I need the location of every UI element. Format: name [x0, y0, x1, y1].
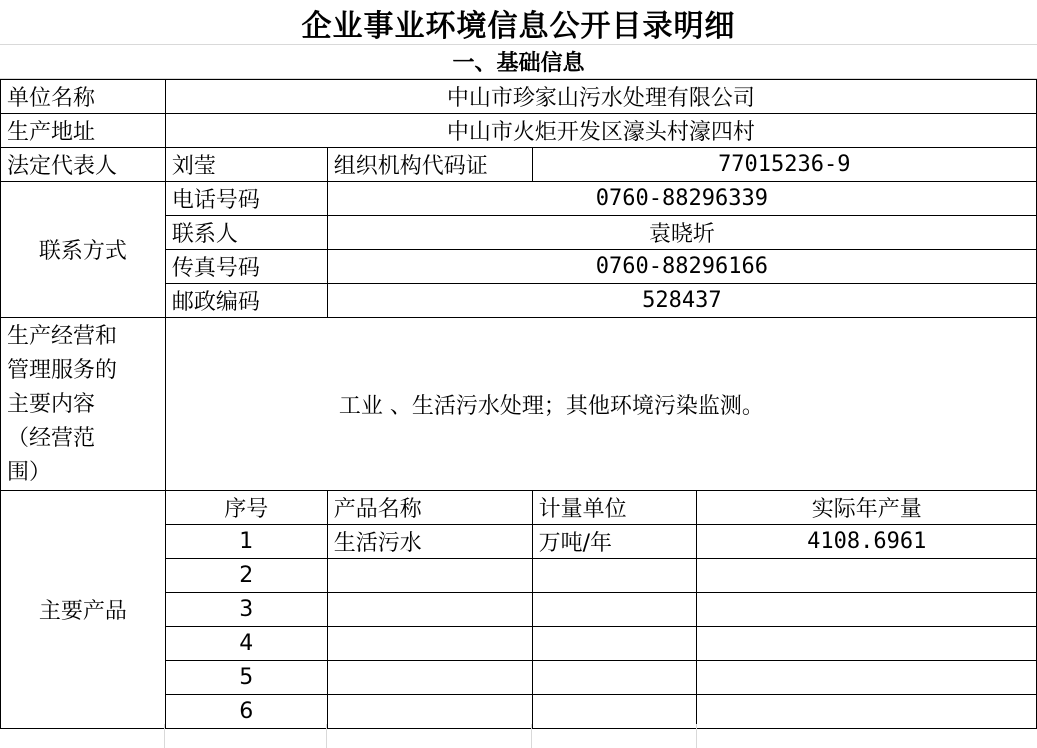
contact-label[interactable]: 联系方式: [1, 182, 166, 318]
postcode-value[interactable]: 528437: [327, 284, 1036, 318]
product-name[interactable]: [327, 559, 532, 593]
product-unit[interactable]: [532, 661, 697, 695]
products-header-unit[interactable]: 计量单位: [532, 491, 697, 525]
business-label-line: 生产经营和: [7, 324, 118, 349]
gridline: [531, 724, 532, 748]
address-label[interactable]: 生产地址: [1, 114, 166, 148]
product-unit[interactable]: [532, 559, 697, 593]
empty-sheet-row[interactable]: [0, 724, 1037, 748]
contact-person-value[interactable]: 袁晓圻: [327, 216, 1036, 250]
product-name[interactable]: 生活污水: [327, 525, 532, 559]
legal-rep-value[interactable]: 刘莹: [165, 148, 327, 182]
business-label-line: 主要内容: [7, 392, 96, 417]
product-no[interactable]: 5: [165, 661, 327, 695]
row-address: [1, 114, 1037, 148]
product-output[interactable]: 4108.6961: [697, 525, 1037, 559]
gridline: [696, 724, 697, 748]
fax-value[interactable]: 0760-88296166: [327, 250, 1036, 284]
product-name[interactable]: [327, 593, 532, 627]
product-unit[interactable]: 万吨/年: [532, 525, 697, 559]
address-value[interactable]: 中山市火炬开发区濠头村濠四村: [165, 114, 1036, 148]
phone-label[interactable]: 电话号码: [165, 182, 327, 216]
product-output[interactable]: [697, 559, 1037, 593]
product-name[interactable]: [327, 627, 532, 661]
org-code-label[interactable]: 组织机构代码证: [327, 148, 532, 182]
product-output[interactable]: [697, 593, 1037, 627]
products-header-no[interactable]: 序号: [165, 491, 327, 525]
phone-value[interactable]: 0760-88296339: [327, 182, 1036, 216]
fax-label[interactable]: 传真号码: [165, 250, 327, 284]
product-no[interactable]: 4: [165, 627, 327, 661]
row-unit-name: [1, 80, 1037, 114]
org-code-value[interactable]: 77015236-9: [532, 148, 1036, 182]
products-header-row: [1, 491, 1037, 525]
product-no[interactable]: 6: [165, 695, 327, 729]
business-label-line: 围）: [7, 460, 52, 485]
product-no[interactable]: 3: [165, 593, 327, 627]
products-header-output[interactable]: 实际年产量: [697, 491, 1037, 525]
postcode-label[interactable]: 邮政编码: [165, 284, 327, 318]
info-table: [0, 79, 1037, 729]
gridline: [164, 724, 165, 748]
business-label-line: 管理服务的: [7, 358, 118, 383]
legal-rep-label[interactable]: 法定代表人: [1, 148, 166, 182]
product-unit[interactable]: [532, 627, 697, 661]
products-header-name[interactable]: 产品名称: [327, 491, 532, 525]
product-name[interactable]: [327, 661, 532, 695]
unit-name-value[interactable]: 中山市珍家山污水处理有限公司: [165, 80, 1036, 114]
product-output[interactable]: [697, 627, 1037, 661]
product-output[interactable]: [697, 661, 1037, 695]
business-label-line: （经营范: [7, 426, 96, 451]
unit-name-label[interactable]: 单位名称: [1, 80, 166, 114]
section-title: 一、基础信息: [452, 50, 585, 76]
row-business-scope: [1, 318, 1037, 491]
row-legal-rep: [1, 148, 1037, 182]
products-label[interactable]: 主要产品: [1, 491, 166, 729]
row-phone: [1, 182, 1037, 216]
product-unit[interactable]: [532, 593, 697, 627]
product-no[interactable]: 1: [165, 525, 327, 559]
document-title: 企业事业环境信息公开目录明细: [301, 8, 736, 44]
gridline: [326, 724, 327, 748]
business-scope-label[interactable]: [1, 318, 166, 491]
contact-person-label[interactable]: 联系人: [165, 216, 327, 250]
business-scope-value[interactable]: 工业 、生活污水处理；其他环境污染监测。: [165, 318, 1036, 491]
product-no[interactable]: 2: [165, 559, 327, 593]
